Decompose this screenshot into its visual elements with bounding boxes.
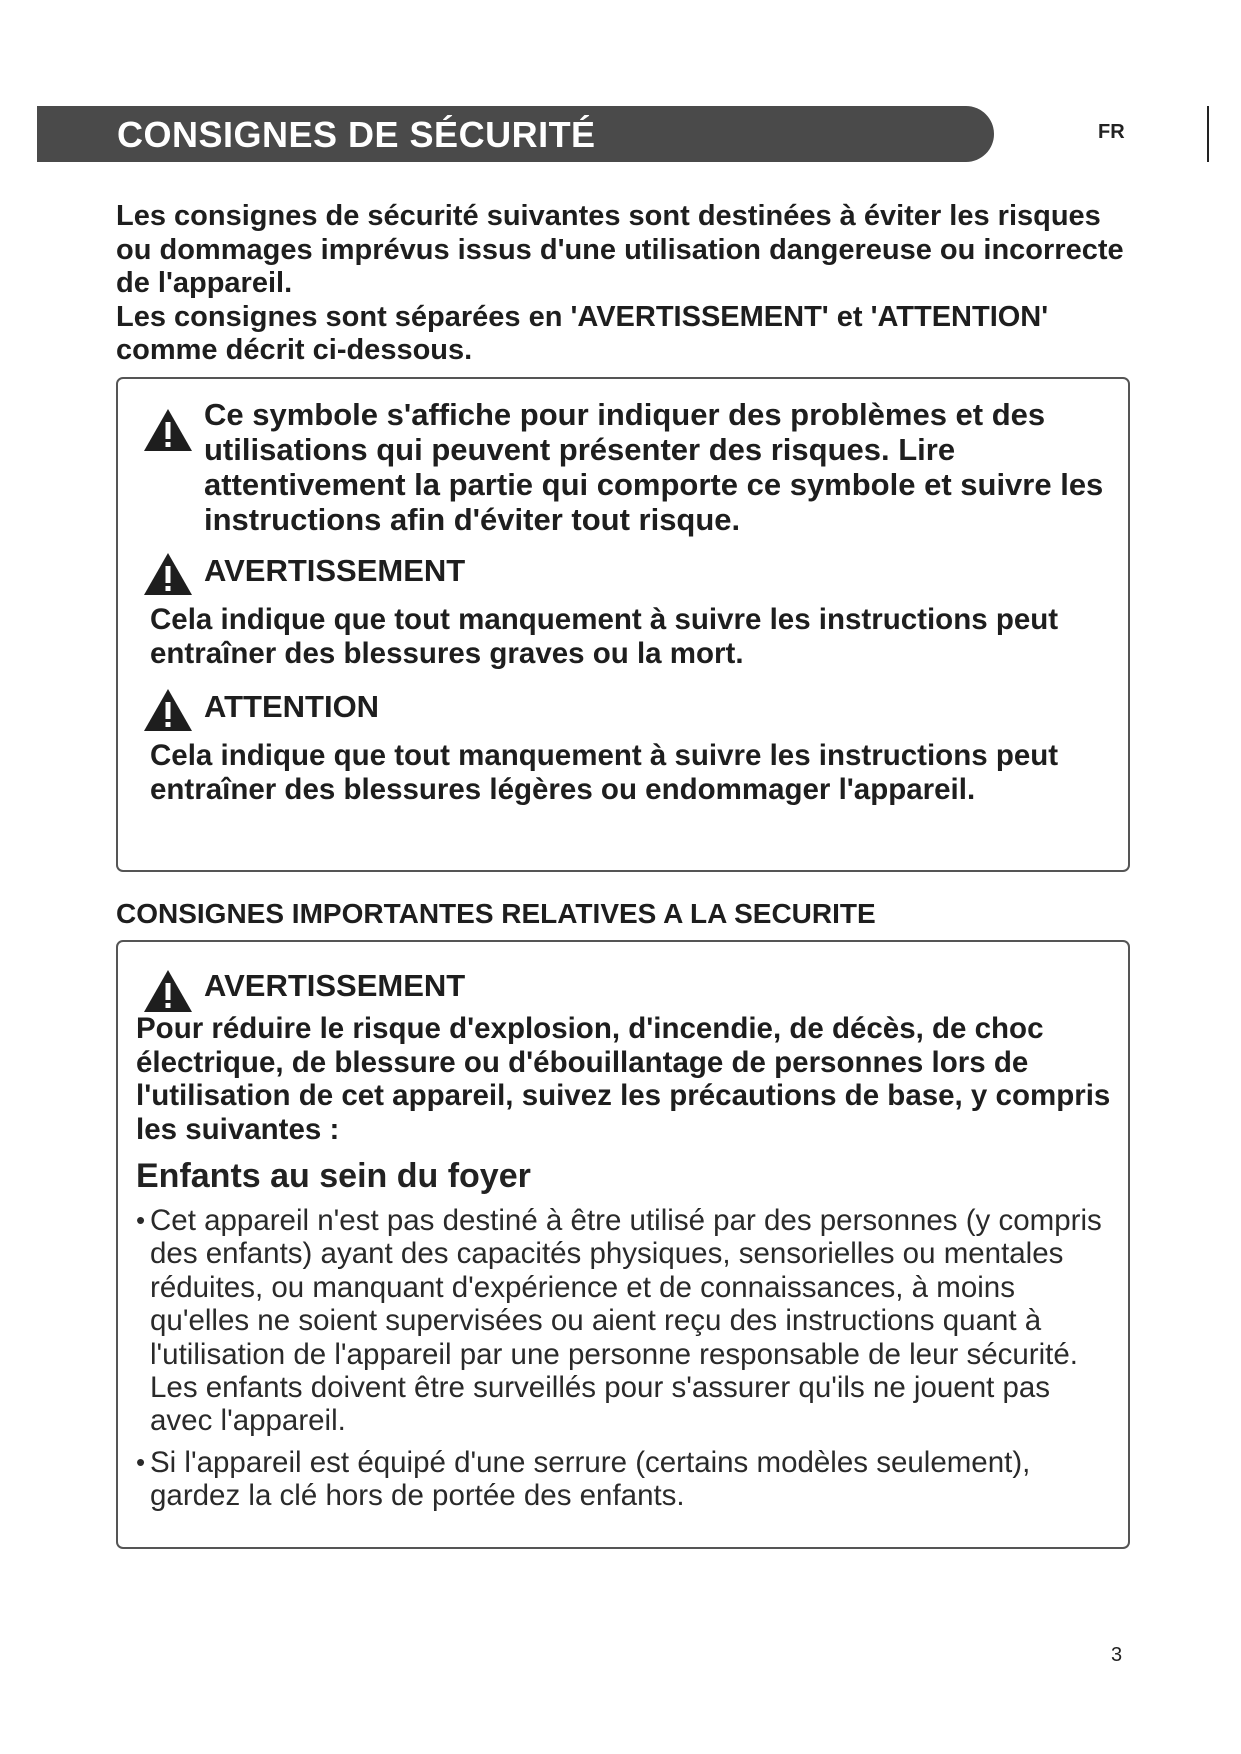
important-safety-box — [116, 940, 1130, 1549]
warning-triangle-icon — [142, 551, 194, 597]
list-item-text: Cet appareil n'est pas destiné à être utilisé par des personnes (y compris des enfants) ayant des capacités physiques, sensorielles ou mentales réduites, ou manquant d'expérience et de connaissances, à moins qu'elles ne soient supervisées ou aient reçu des instructions quant à l'utilisation de l'appareil par une personne responsable de leur sécurité. Les enfants doivent être surveillés pour s'assurer qu'ils ne jouent pas avec l'appareil. — [150, 1204, 1102, 1438]
children-bullet-list — [136, 1204, 1111, 1521]
bullet-icon: • — [136, 1446, 146, 1477]
warning-label: AVERTISSEMENT — [204, 968, 466, 1003]
bullet-icon: • — [136, 1205, 146, 1235]
symbol-legend-box — [116, 377, 1130, 872]
caution-label: ATTENTION — [204, 689, 380, 724]
page-title: CONSIGNES DE SÉCURITÉ — [117, 114, 596, 155]
warning-triangle-icon — [142, 968, 194, 1014]
list-item — [136, 1446, 1111, 1513]
side-divider — [1207, 106, 1209, 162]
intro-paragraph-2: Les consignes sont séparées en 'AVERTISSEMENT' et 'ATTENTION' comme décrit ci-dessous. — [116, 300, 1049, 366]
children-subheading: Enfants au sein du foyer — [136, 1157, 531, 1195]
list-item-text: Si l'appareil est équipé d'une serrure (certains modèles seulement), gardez la clé hors de portée des enfants. — [150, 1445, 1031, 1513]
symbol-description: Ce symbole s'affiche pour indiquer des problèmes et des utilisations qui peuvent présenter des risques. Lire attentivement la partie qui comporte ce symbole et suivre les instructions afin d'éviter tout risque. — [204, 397, 1104, 537]
intro-paragraph-1: Les consignes de sécurité suivantes sont destinées à éviter les risques ou dommages imprévus issus d'une utilisation dangereuse ou incorrecte de l'appareil. — [116, 200, 1124, 299]
page-number: 3 — [1111, 1644, 1123, 1666]
warning-triangle-icon — [142, 407, 194, 453]
warning-intro: Pour réduire le risque d'explosion, d'incendie, de décès, de choc électrique, de blessure ou d'ébouillantage de personnes lors de l'utilisation de cet appareil, suivez les précautions de base, y compris les suivantes : — [136, 1012, 1111, 1146]
section-heading: CONSIGNES IMPORTANTES RELATIVES A LA SECURITE — [116, 898, 876, 929]
caution-description: Cela indique que tout manquement à suivre les instructions peut entraîner des blessures légères ou endommager l'appareil. — [150, 739, 1059, 806]
list-item — [136, 1204, 1111, 1438]
intro-text — [116, 200, 1136, 368]
section-header-bar — [37, 106, 994, 162]
warning-label: AVERTISSEMENT — [204, 553, 466, 588]
caution-triangle-icon — [142, 687, 194, 733]
warning-description: Cela indique que tout manquement à suivre les instructions peut entraîner des blessures graves ou la mort. — [150, 603, 1059, 670]
language-tag: FR — [1098, 121, 1125, 143]
